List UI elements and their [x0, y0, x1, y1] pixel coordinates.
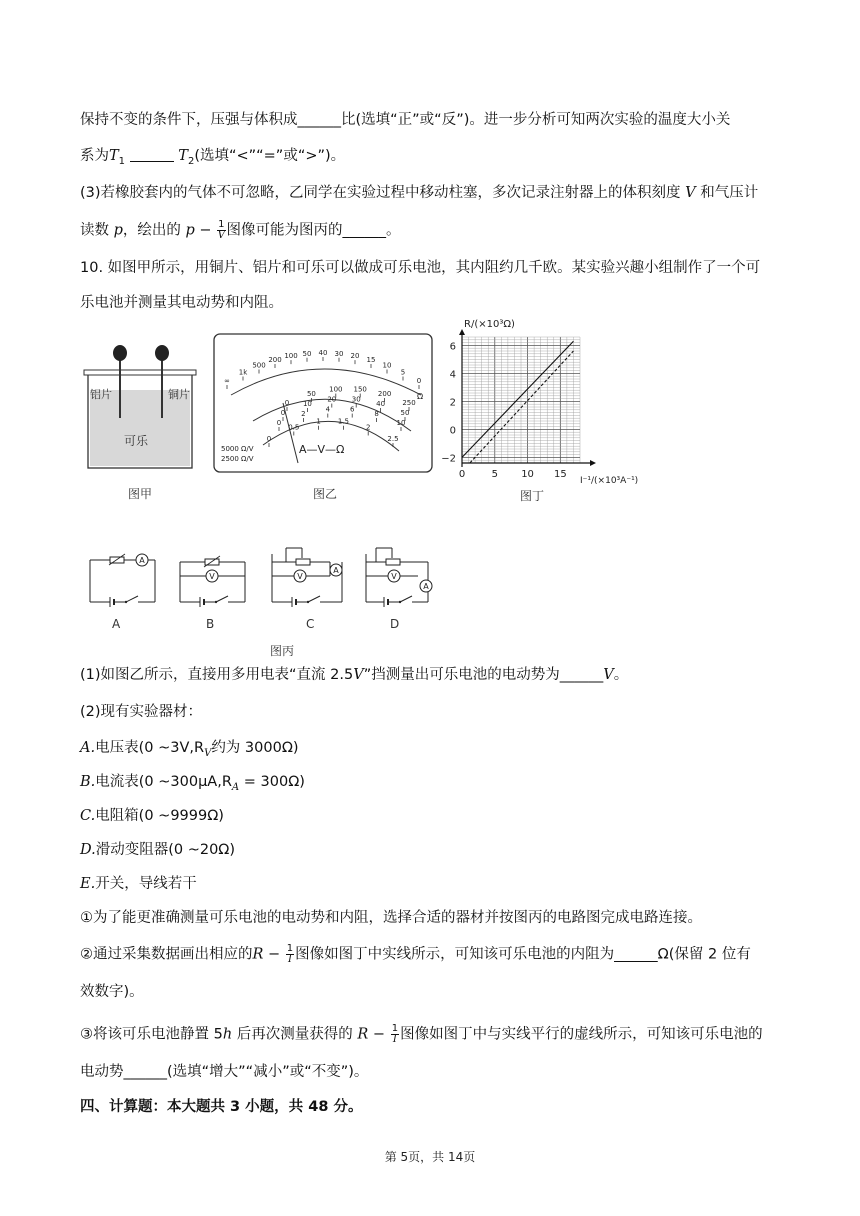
answer-blank — [130, 147, 174, 162]
dc3-label-4: 8 — [374, 410, 379, 419]
b-resistor-box — [205, 559, 219, 565]
r-vs-inverse-i-graph — [440, 315, 660, 490]
ohm-label-9: 15 — [366, 356, 376, 364]
label-circuit-d: D — [390, 617, 400, 631]
ohm-label-11: 5 — [400, 368, 406, 377]
x-axis-arrow — [590, 460, 596, 466]
fraction-1-over-v: $\frac{1}{V}$ — [217, 219, 225, 241]
figure-ding — [440, 315, 660, 505]
a-resistor-box — [110, 557, 124, 563]
d-ammeter-letter: A — [423, 582, 429, 591]
text-line-2: 系为$T_1$ $T_2$(选填“<”“=”或“>”)。 — [80, 148, 346, 167]
dc2-label-0: 0 — [280, 409, 286, 417]
dc2-label-3: 30 — [351, 395, 361, 404]
figure-bing — [80, 540, 450, 660]
label-2500: 2500 Ω/V — [221, 455, 254, 463]
dc1-label-3: 150 — [353, 385, 367, 394]
c-voltmeter-letter: V — [297, 572, 303, 581]
c-switch-pivot — [307, 601, 309, 603]
y-tick-label-2: 2 — [449, 397, 456, 409]
y-axis-label: R/(×10³Ω) — [464, 319, 515, 330]
question-1: (1)如图乙所示，直接用多用电表“直流 2.5V”挡测量出可乐电池的电动势为______V。 — [80, 667, 629, 683]
page-footer: 第 5页，共 14页 — [384, 1150, 476, 1164]
x-tick-label-0: 0 — [458, 469, 466, 480]
dc3-label-0: 0 — [276, 419, 282, 427]
step-2: ②通过采集数据画出相应的R − $\frac{1}{I}$ 图像如图丁中实线所示，可知该可乐电池的内阻为______Ω(保留 2 位有 — [80, 943, 751, 965]
dc1-label-4: 200 — [377, 390, 392, 399]
a-switch — [126, 596, 138, 602]
dc1-label-1: 50 — [306, 390, 316, 399]
figure-yi — [213, 333, 433, 503]
figure-jia — [80, 340, 200, 500]
equipment-e: E.开关，导线若干 — [80, 876, 197, 892]
step-1: ①为了能更准确测量可乐电池的电动势和内阻，选择合适的器材并按图丙的电路图完成电路连接。 — [80, 910, 702, 926]
b-switch-pivot — [215, 601, 217, 603]
ohm-label-7: 30 — [334, 349, 344, 358]
multimeter-dial — [213, 333, 433, 473]
y-tick-label-4: −2 — [441, 453, 456, 465]
y-tick-label-0: 6 — [449, 341, 456, 353]
step-2-cont: 效数字)。 — [80, 984, 144, 1000]
label-copper: 铜片 — [168, 388, 190, 401]
equipment-c: C.电阻箱(0 ~9999Ω) — [80, 808, 224, 824]
d-switch — [400, 596, 412, 602]
dc2-label-5: 50 — [400, 409, 410, 417]
cola-battery-diagram — [80, 340, 200, 470]
c-resistor-box — [296, 559, 310, 565]
section-4-heading: 四、计算题：本大题共 3 小题，共 48 分。 — [80, 1099, 363, 1115]
label-circuit-b: B — [206, 617, 215, 631]
d-voltmeter-letter: V — [391, 572, 397, 581]
x-tick-label-1: 5 — [491, 469, 498, 480]
question-2: (2)现有实验器材： — [80, 704, 203, 720]
dc3-label-5: 10 — [396, 419, 406, 427]
ac-label-2: 1 — [316, 417, 321, 426]
ohm-label-6: 40 — [318, 349, 328, 357]
equipment-a: A.电压表(0 $\sim 3V,R_V$约为 3000Ω) — [80, 740, 299, 759]
ohm-label-12: 0 — [416, 377, 422, 385]
b-voltmeter-letter: V — [209, 572, 215, 581]
fraction-1-over-i-2: $\frac{1}{I}$ — [391, 1023, 399, 1045]
caption-bing: 图丙 — [270, 644, 295, 658]
b-switch — [216, 596, 228, 602]
d-switch-pivot — [399, 601, 401, 603]
ohm-label-2: 500 — [252, 361, 266, 370]
equipment-d: D.滑动变阻器(0 ~20Ω) — [80, 842, 236, 858]
dc1-label-2: 100 — [329, 385, 343, 394]
y-tick-label-3: 0 — [449, 425, 456, 437]
text-line-4: 读数 p，绘出的 p − $\frac{1}{V}$ 图像可能为图丙的______。 — [80, 219, 401, 241]
fraction-1-over-i: $\frac{1}{I}$ — [286, 943, 294, 965]
ohm-label-8: 20 — [350, 352, 360, 361]
dc3-label-2: 4 — [325, 405, 331, 414]
text-line-5: 10. 如图甲所示，用铜片、铝片和可乐可以做成可乐电池，其内阻约几千欧。某实验兴趣小组制作了一个可 — [80, 260, 761, 276]
ohm-label-4: 100 — [284, 352, 298, 361]
series-line-solid — [462, 341, 573, 457]
x-tick-label-3: 15 — [553, 469, 567, 480]
ohm-label-3: 200 — [268, 356, 282, 364]
dc2-label-2: 20 — [327, 395, 337, 404]
step-3: ③将该可乐电池静置 5h 后再次测量获得的 R − $\frac{1}{I}$ 图像如图丁中与实线平行的虚线所示，可知该可乐电池的 — [80, 1023, 763, 1045]
label-omega: Ω — [417, 392, 424, 401]
label-aluminum: 铝片 — [90, 388, 112, 401]
ohm-label-10: 10 — [382, 361, 392, 370]
a-switch-pivot — [125, 601, 127, 603]
d-resistor-box — [386, 559, 400, 565]
label-cola: 可乐 — [124, 434, 149, 448]
x-tick-label-2: 10 — [521, 469, 534, 480]
cola-liquid — [90, 390, 190, 466]
dc2-label-1: 10 — [302, 400, 312, 409]
ac-label-3: 1.5 — [337, 417, 349, 426]
label-avo: A—V—Ω — [299, 443, 345, 456]
ohm-label-1: 1k — [238, 368, 248, 377]
equipment-b: B.电流表(0 $\sim 300\mu A,R_A = 300\Omega$) — [80, 774, 305, 793]
caption-ding: 图丁 — [520, 489, 545, 503]
label-5000: 5000 Ω/V — [221, 445, 254, 453]
caption-jia: 图甲 — [128, 487, 153, 501]
step-3-cont: 电动势______(选填“增大”“减小”或“不变”)。 — [80, 1064, 369, 1080]
dc3-label-1: 2 — [301, 410, 306, 419]
dc2-label-4: 40 — [376, 400, 386, 409]
ac-label-1: 0.5 — [288, 423, 300, 432]
text-line-3: (3)若橡胶套内的气体不可忽略，乙同学在实验过程中移动柱塞，多次记录注射器上的体积刻度 V 和气压计 — [80, 185, 759, 201]
caption-yi: 图乙 — [313, 487, 338, 501]
dc3-label-3: 6 — [349, 405, 355, 414]
c-switch — [308, 596, 320, 602]
text-line-6: 乐电池并测量其电动势和内阻。 — [80, 295, 283, 311]
ac-label-5: 2.5 — [387, 435, 399, 443]
dc1-label-0: 0 — [284, 399, 290, 407]
ohm-label-5: 50 — [302, 349, 312, 358]
c-ammeter-letter: A — [333, 566, 339, 575]
ohm-label-0: ∞ — [224, 377, 230, 385]
label-circuit-c: C — [306, 617, 315, 631]
y-tick-label-1: 4 — [449, 369, 456, 381]
dc1-label-5: 250 — [402, 399, 416, 407]
x-axis-label: I⁻¹/(×10³A⁻¹) — [580, 476, 639, 486]
ac-label-0: 0 — [266, 435, 272, 443]
text-line-1: 保持不变的条件下，压强与体积成______比(选填“正”或“反”)。进一步分析可知两次实验的温度大小关 — [80, 112, 731, 128]
label-circuit-a: A — [112, 617, 121, 631]
ac-label-4: 2 — [365, 423, 371, 432]
a-ammeter-letter: A — [139, 556, 145, 565]
